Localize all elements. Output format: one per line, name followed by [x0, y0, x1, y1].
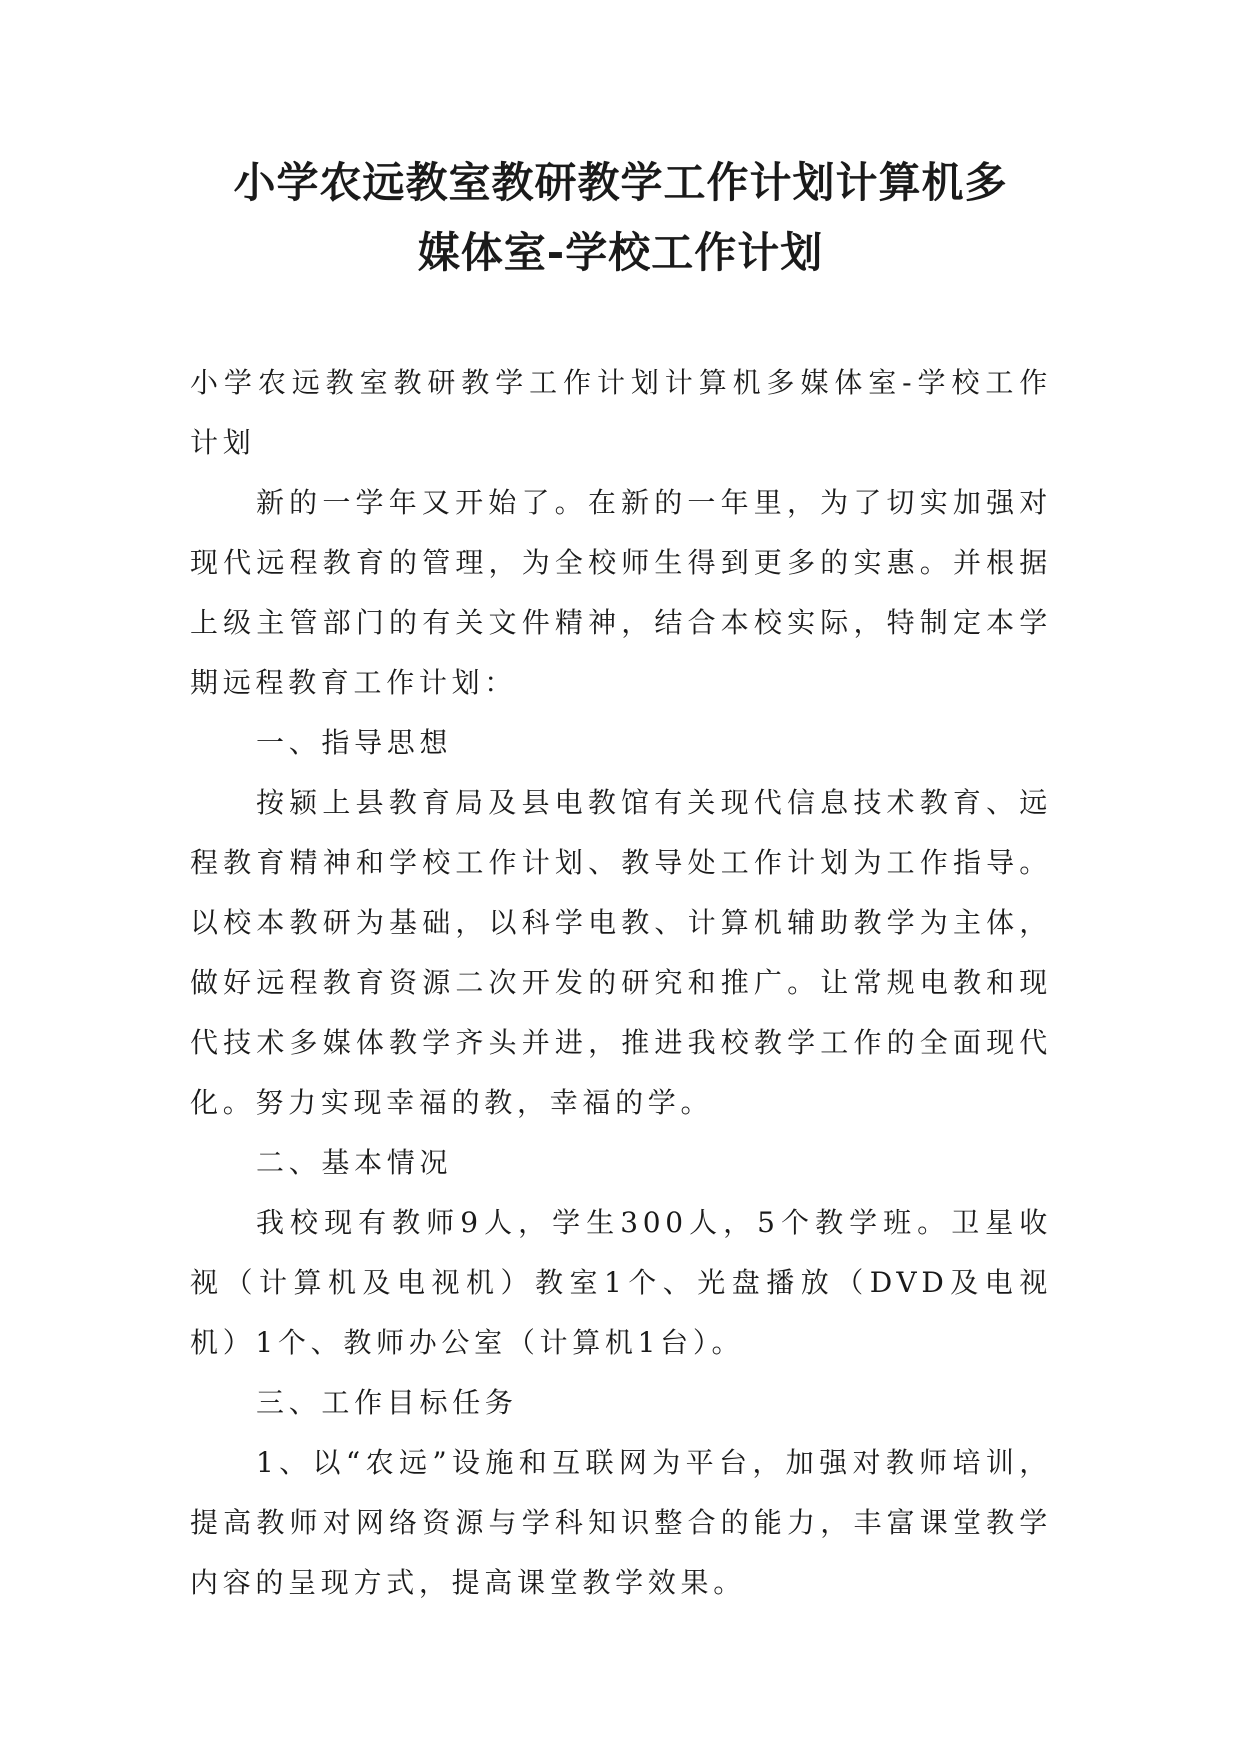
intro-paragraph: 新的一学年又开始了。在新的一年里，为了切实加强对现代远程教育的管理，为全校师生得到更多的实惠。并根据上级主管部门的有关文件精神，结合本校实际，特制定本学期远程教育工作计划： [190, 486, 1052, 699]
work-goal-item-1: 1、以“农远”设施和互联网为平台，加强对教师培训，提高教师对网络资源与学科知识整合的能力，丰富课堂教学内容的呈现方式，提高课堂教学效果。 [190, 1446, 1052, 1599]
subtitle-paragraph: 小学农远教室教研教学工作计划计算机多媒体室-学校工作计划 [190, 366, 1052, 459]
document-title-line-1: 小学农远教室教研教学工作计划计算机多 [233, 158, 1008, 207]
document-title [150, 148, 1091, 288]
section-heading-work-goals: 三、工作目标任务 [256, 1386, 518, 1419]
section-heading-basic-situation: 二、基本情况 [256, 1146, 453, 1179]
section-heading-guiding-thought: 一、指导思想 [256, 726, 453, 759]
basic-situation-paragraph: 我校现有教师9人，学生300人，5个教学班。卫星收视（计算机及电视机）教室1个、光盘播放（DVD及电视机）1个、教师办公室（计算机1台）。 [190, 1206, 1052, 1359]
document-title-line-2: 媒体室-学校工作计划 [417, 228, 824, 277]
document-body [190, 353, 1052, 1613]
guiding-thought-paragraph: 按颍上县教育局及县电教馆有关现代信息技术教育、远程教育精神和学校工作计划、教导处工作计划为工作指导。以校本教研为基础，以科学电教、计算机辅助教学为主体，做好远程教育资源二次开发的研究和推广。让常规电教和现代技术多媒体教学齐头并进，推进我校教学工作的全面现代化。努力实现幸福的教，幸福的学。 [190, 786, 1052, 1119]
